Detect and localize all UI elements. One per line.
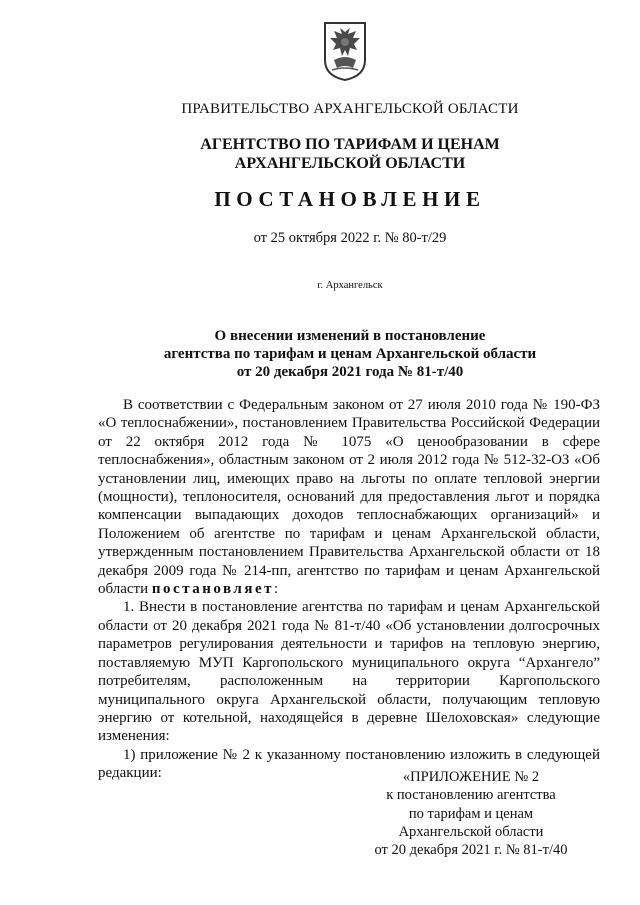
resolves-word: постановляет	[151, 581, 274, 598]
appendix-line: «ПРИЛОЖЕНИЕ № 2	[402, 769, 540, 785]
subject-line: агентства по тарифам и ценам Архангельской области	[163, 346, 537, 362]
appendix-line: Архангельской области	[398, 823, 544, 840]
appendix-line: по тарифам и ценам	[408, 805, 534, 822]
body-paragraph	[98, 396, 600, 598]
appendix-block	[360, 768, 582, 859]
agency-name-line: АРХАНГЕЛЬСКОЙ ОБЛАСТИ	[234, 155, 466, 172]
government-name: ПРАВИТЕЛЬСТВО АРХАНГЕЛЬСКОЙ ОБЛАСТИ	[181, 101, 519, 117]
agency-name-line: АГЕНТСТВО ПО ТАРИФАМ И ЦЕНАМ	[200, 136, 500, 153]
preamble-colon: :	[274, 581, 279, 598]
subject-line: О внесении изменений в постановление	[214, 328, 486, 344]
document-type: ПОСТАНОВЛЕНИЕ	[214, 187, 486, 211]
coat-of-arms-icon	[322, 20, 368, 82]
body-paragraph: 1. Внести в постановление агентства по тарифам и ценам Архангельской области от 20 декабря 2021 года № 81-т/40 «Об установлении долгосрочных параметров регулирования деятельности и тарифов на тепловую энергию, поставляемую МУП Каргопольского муниципального округа “Архангело” потребителям, расположенным на территории Каргопольского муниципального округа Архангельской области, получающим тепловую энергию от котельной, находящейся в деревне Шелоховская» следующие изменения:	[98, 599, 600, 745]
document-date-number: от 25 октября 2022 г. № 80-т/29	[253, 230, 447, 246]
document-body	[98, 396, 600, 783]
body-paragraph: 1) приложение № 2 к указанному постановлению изложить в следующей редакции:	[98, 746, 600, 782]
preamble-text: В соответствии с Федеральным законом от 27 июля 2010 года № 190-ФЗ «О теплоснабжении», постановлением Правительства Российской Федерации от 22 октября 2012 года № 1075 «О ценообразовании в сфере теплоснабжения», областным законом от 2 июля 2012 года № 512-32-ОЗ «Об установлении лиц, имеющих право на льготы по оплате тепловой энергии (мощности), теплоносителя, оснований для предоставления льгот и порядка компенсации выпадающих доходов теплоснабжающих организаций» и Положением об агентстве по тарифам и ценам Архангельской области, утвержденным постановлением Правительства Архангельской области от 18 декабря 2009 года № 214-пп, агентство по тарифам и ценам Архангельской области	[98, 397, 600, 598]
document-subject	[100, 327, 600, 381]
appendix-line: от 20 декабря 2021 г. № 81-т/40	[374, 842, 568, 859]
agency-name	[100, 135, 600, 173]
appendix-line: к постановлению агентства	[386, 787, 556, 804]
subject-line: от 20 декабря 2021 года № 81-т/40	[236, 364, 464, 380]
document-city: г. Архангельск	[317, 280, 383, 291]
